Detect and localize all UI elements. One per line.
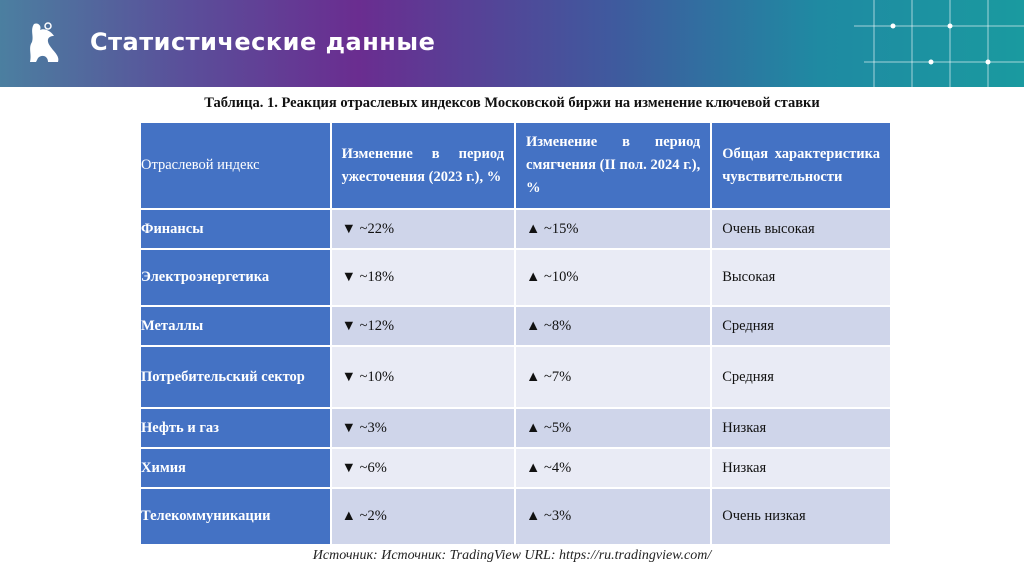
easing-cell: ▲ ~5% (515, 408, 711, 448)
sector-index-table (139, 121, 892, 546)
sector-cell: Химия (140, 448, 331, 488)
column-header: Изменение в период смягчения (II пол. 2024 г.), % (515, 122, 711, 209)
table-row (140, 306, 891, 346)
table-row (140, 448, 891, 488)
source-note: Источник: Источник: TradingView URL: https://ru.tradingview.com/ (312, 548, 712, 563)
table-row (140, 488, 891, 545)
sensitivity-cell: Очень высокая (711, 209, 891, 249)
tightening-cell: ▼ ~6% (331, 448, 515, 488)
tightening-cell: ▼ ~10% (331, 346, 515, 408)
sensitivity-cell: Средняя (711, 306, 891, 346)
sensitivity-cell: Высокая (711, 249, 891, 306)
sector-cell: Электроэнергетика (140, 249, 331, 306)
header-banner (0, 0, 1024, 87)
tightening-cell: ▼ ~22% (331, 209, 515, 249)
column-header: Изменение в период ужесточения (2023 г.), % (331, 122, 515, 209)
tightening-cell: ▼ ~18% (331, 249, 515, 306)
sensitivity-cell: Низкая (711, 448, 891, 488)
table-row (140, 346, 891, 408)
column-header: Отраслевой индекс (140, 122, 331, 209)
table-row (140, 249, 891, 306)
grid-decoration-icon (854, 0, 1024, 87)
easing-cell: ▲ ~15% (515, 209, 711, 249)
tightening-cell: ▼ ~3% (331, 408, 515, 448)
sensitivity-cell: Низкая (711, 408, 891, 448)
easing-cell: ▲ ~3% (515, 488, 711, 545)
sector-cell: Потребительский сектор (140, 346, 331, 408)
sector-cell: Металлы (140, 306, 331, 346)
sector-cell: Финансы (140, 209, 331, 249)
easing-cell: ▲ ~10% (515, 249, 711, 306)
sensitivity-cell: Очень низкая (711, 488, 891, 545)
easing-cell: ▲ ~4% (515, 448, 711, 488)
table-row (140, 209, 891, 249)
tightening-cell: ▼ ~12% (331, 306, 515, 346)
easing-cell: ▲ ~8% (515, 306, 711, 346)
table-row (140, 408, 891, 448)
column-header: Общая характеристика чувствительности (711, 122, 891, 209)
griffin-logo-icon (24, 20, 64, 64)
page-title: Статистические данные (90, 28, 436, 56)
easing-cell: ▲ ~7% (515, 346, 711, 408)
table-caption: Таблица. 1. Реакция отраслевых индексов Московской биржи на изменение ключевой ставки (204, 95, 820, 111)
sector-cell: Нефть и газ (140, 408, 331, 448)
sector-cell: Телекоммуникации (140, 488, 331, 545)
tightening-cell: ▲ ~2% (331, 488, 515, 545)
sensitivity-cell: Средняя (711, 346, 891, 408)
table-header-row (140, 122, 891, 209)
